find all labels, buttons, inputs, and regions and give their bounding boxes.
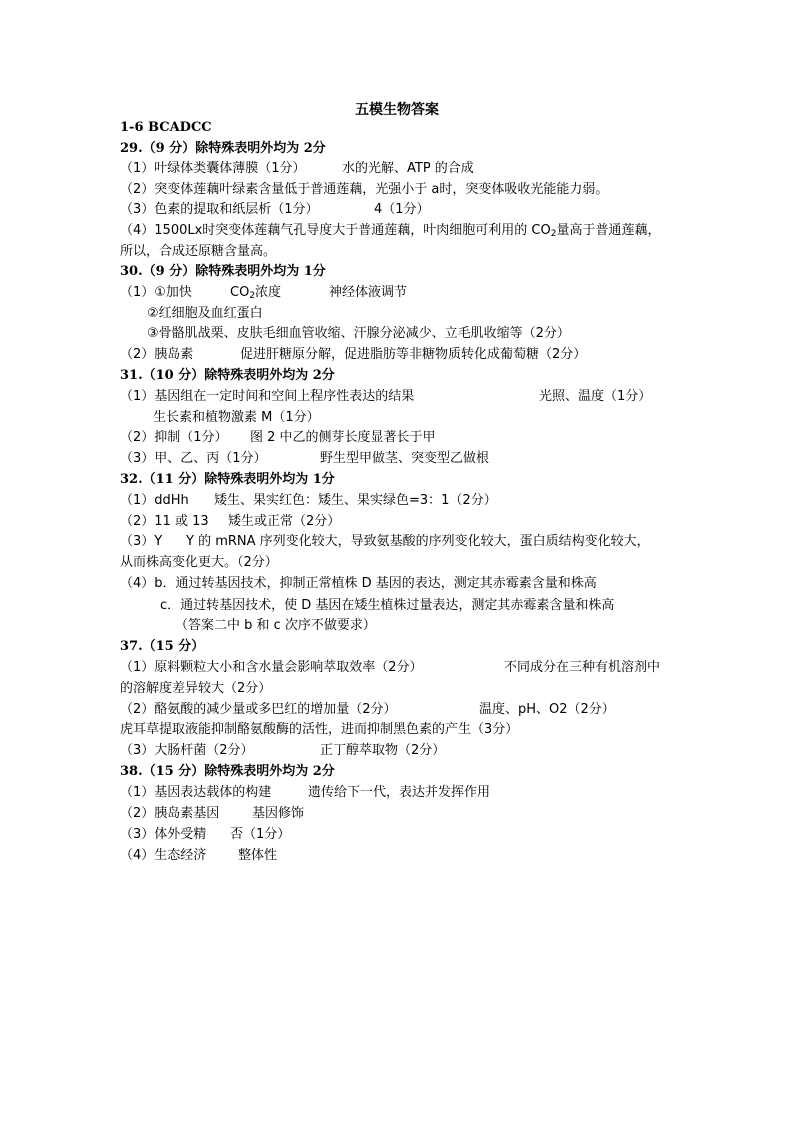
q29-line-1b: 水的光解、ATP 的合成 <box>342 161 474 176</box>
q31-line-1b: 光照、温度（1分） <box>539 389 652 404</box>
q38-line-3b: 否（1分） <box>230 827 291 842</box>
q29-line-4a: （4）1500Lx时突变体莲藕气孔导度大于普通莲藕，叶肉细胞可利用的 CO <box>120 223 551 238</box>
page-title: 五模生物答案 <box>355 102 439 118</box>
q38-line-1a: （1）基因表达载体的构建 <box>120 785 272 800</box>
q37-line-1b: 不同成分在三种有机溶剂中 <box>504 660 661 675</box>
q30-line-3: ③骨骼肌战栗、皮肤毛细血管收缩、汗腺分泌减少、立毛肌收缩等（2分） <box>147 326 570 341</box>
q37-line-5b: 正丁醇萃取物（2分） <box>320 743 446 758</box>
q30-line-1a: （1）①加快 <box>120 285 192 300</box>
q38-line-3a: （3）体外受精 <box>120 827 207 842</box>
q31-line-3b: 图 2 中乙的侧芽长度显著长于甲 <box>250 430 436 445</box>
q31-line-3a: （2）抑制（1分） <box>120 430 228 445</box>
q29-line-1a: （1）叶绿体类囊体薄膜（1分） <box>120 161 306 176</box>
q31-line-4b: 野生型甲做茎、突变型乙做根 <box>320 451 490 466</box>
q30-header: 30.（9 分）除特殊表明外均为 1分 <box>120 264 326 279</box>
q38-line-4b: 整体性 <box>238 848 278 863</box>
q31-line-1a: （1）基因组在一定时间和空间上程序性表达的结果 <box>120 389 415 404</box>
q29-line-3a: （3）色素的提取和纸层析（1分） <box>120 202 319 217</box>
q30-line-1c: 神经体液调节 <box>329 285 408 300</box>
q29-line-4-sub: 2 <box>550 229 557 239</box>
q29-line-2: （2）突变体莲藕叶绿素含量低于普通莲藕，光强小于 a时，突变体吸收光能能力弱。 <box>120 182 609 197</box>
q29-line-5: 所以，合成还原糖含量高。 <box>120 244 277 259</box>
q37-line-3a: （2）酪氨酸的减少量或多巴红的增加量（2分） <box>120 702 397 717</box>
q29-line-3b: 4（1分） <box>374 202 430 217</box>
q30-line-4b: 促进肝糖原分解，促进脂肪等非糖物质转化成葡萄糖（2分） <box>240 347 587 362</box>
q32-line-3a: （3）Y <box>120 534 163 549</box>
q32-line-1a: （1）ddHh <box>120 493 189 508</box>
q31-header: 31.（10 分）除特殊表明外均为 2分 <box>120 368 335 383</box>
q32-line-2a: （2）11 或 13 <box>120 514 209 529</box>
q37-line-4: 虎耳草提取液能抑制酪氨酸酶的活性，进而抑制黑色素的产生（3分） <box>120 722 519 737</box>
q30-line-4a: （2）胰岛素 <box>120 347 194 362</box>
q29-line-4 <box>120 221 660 241</box>
q30-line-1b: $CO_2$浓度 <box>230 285 282 301</box>
q38-line-2a: （2）胰岛素基因 <box>120 806 220 821</box>
q38-line-1b: 遗传给下一代，表达并发挥作用 <box>308 785 491 800</box>
q29-line-4b: 量高于普通莲藕， <box>556 223 661 238</box>
q32-line-6: c．通过转基因技术，使 D 基因在矮生植株过量表达，测定其赤霉素含量和株高 <box>160 598 615 613</box>
q29-header: 29.（9 分）除特殊表明外均为 2分 <box>120 141 326 156</box>
q37-line-5a: （3）大肠杆菌（2分） <box>120 743 254 758</box>
mc-answers: 1-6 BCADCC <box>120 120 212 135</box>
q38-line-4a: （4）生态经济 <box>120 848 207 863</box>
q32-line-1b: 矮生、果实红色：矮生、果实绿色=3：1（2分） <box>214 493 497 508</box>
q37-header: 37.（15 分） <box>120 639 205 654</box>
q32-line-3b: Y 的 mRNA 序列变化较大，导致氨基酸的序列变化较大，蛋白质结构变化较大， <box>186 534 650 549</box>
q31-line-4a: （3）甲、乙、丙（1分） <box>120 451 267 466</box>
q32-line-4: 从而株高变化更大。（2分） <box>120 555 278 570</box>
q37-line-2: 的溶解度差异较大（2分） <box>120 681 272 696</box>
q31-line-2: 生长素和植物激素 M（1分） <box>153 410 320 425</box>
q32-header: 32.（11 分）除特殊表明外均为 1分 <box>120 472 335 487</box>
q37-line-3b: 温度、pH、O2（2分） <box>479 702 615 717</box>
q32-line-5: （4）b．通过转基因技术，抑制正常植株 D 基因的表达，测定其赤霉素含量和株高 <box>120 576 597 591</box>
q37-line-1a: （1）原料颗粒大小和含水量会影响萃取效率（2分） <box>120 660 423 675</box>
q38-header: 38.（15 分）除特殊表明外均为 2分 <box>120 764 335 779</box>
q30-line-2: ②红细胞及血红蛋白 <box>147 306 263 321</box>
q32-line-7: （答案二中 b 和 c 次序不做要求） <box>175 618 376 633</box>
q38-line-2b: 基因修饰 <box>252 806 305 821</box>
q32-line-2b: 矮生或正常（2分） <box>228 514 341 529</box>
